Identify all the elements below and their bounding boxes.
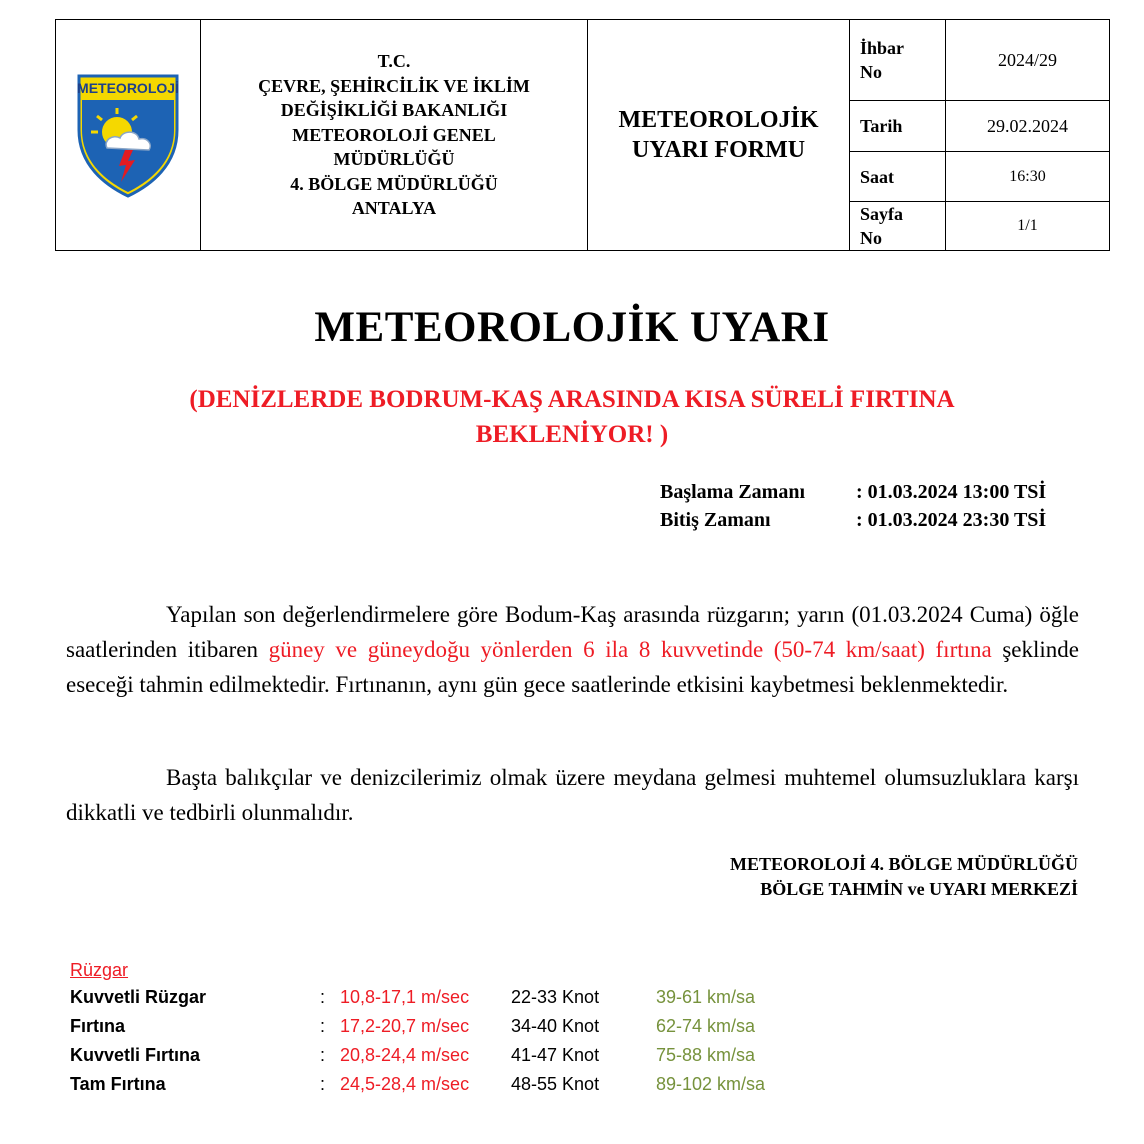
advice-paragraph: Başta balıkçılar ve denizcilerimiz olmak üzere meydana gelmesi muhtemel olumsuzluklara karşı dikkatli ve tedbirli olunmalıdır. <box>66 765 1079 825</box>
paragraph-text: Yapılan son değerlendirmelere göre Bodum-Kaş arasında rüzgarın; yarın (01.03.2024 Cuma) öğle saatlerinden itibaren <box>66 602 1079 662</box>
wind-row <box>70 1012 756 1041</box>
subtitle-line: BEKLENİYOR! ) <box>475 421 669 448</box>
saat-value: 16:30 <box>946 152 1110 202</box>
signature-block <box>730 852 1078 902</box>
wind-category: Fırtına <box>70 1016 126 1036</box>
wind-ms: 17,2-20,7 m/sec <box>340 1016 470 1036</box>
wind-kmh: 62-74 km/sa <box>656 1016 756 1036</box>
wind-knot: 48-55 Knot <box>511 1074 600 1094</box>
end-time-row <box>660 506 1046 534</box>
field-label-line: İhbar <box>860 38 905 58</box>
wind-colon: : <box>320 1074 326 1094</box>
wind-heading: Rüzgar <box>70 960 129 980</box>
wind-row <box>70 1070 766 1099</box>
ministry-line: ANTALYA <box>351 198 437 219</box>
sayfa-no-value: 1/1 <box>946 202 1110 251</box>
start-time-label: Başlama Zamanı <box>660 481 806 503</box>
wind-kmh: 89-102 km/sa <box>656 1074 766 1094</box>
start-time-row <box>660 478 1046 506</box>
warning-paragraph <box>66 597 1079 702</box>
end-time-value: : 01.03.2024 23:30 TSİ <box>856 509 1047 531</box>
header-table <box>55 19 1110 251</box>
wind-row <box>70 1041 756 1070</box>
ministry-line: T.C. <box>377 51 411 72</box>
ministry-line: 4. BÖLGE MÜDÜRLÜĞÜ <box>290 173 498 194</box>
wind-category: Kuvvetli Rüzgar <box>70 987 207 1007</box>
warning-subtitle <box>100 382 1044 452</box>
ministry-line: MÜDÜRLÜĞÜ <box>333 149 455 170</box>
wind-colon: : <box>320 987 326 1007</box>
wind-kmh: 39-61 km/sa <box>656 987 756 1007</box>
form-title <box>588 20 850 251</box>
field-label-line: No <box>860 228 882 248</box>
tarih-label: Tarih <box>850 101 946 152</box>
ihbar-no-label <box>850 20 946 101</box>
wind-ms: 20,8-24,4 m/sec <box>340 1045 470 1065</box>
saat-label: Saat <box>850 152 946 202</box>
signature-line: METEOROLOJİ 4. BÖLGE MÜDÜRLÜĞÜ <box>729 854 1078 874</box>
signature-line: BÖLGE TAHMİN ve UYARI MERKEZİ <box>760 879 1078 899</box>
logo-cell <box>56 20 201 251</box>
wind-category: Tam Fırtına <box>70 1074 166 1094</box>
start-time-value: : 01.03.2024 13:00 TSİ <box>856 481 1047 503</box>
tarih-value: 29.02.2024 <box>946 101 1110 152</box>
ministry-line: METEOROLOJİ GENEL <box>292 124 496 145</box>
paragraph-text: şeklinde eseceği tahmin edilmektedir. Fırtınanın, aynı gün gece saatlerinde etkisini kaybetmesi beklenmektedir. <box>66 637 1079 697</box>
field-label-line: No <box>860 62 882 82</box>
ministry-line: ÇEVRE, ŞEHİRCİLİK VE İKLİM <box>258 75 530 96</box>
field-label-line: Sayfa <box>860 204 904 224</box>
form-title-line: UYARI FORMU <box>631 137 806 163</box>
wind-colon: : <box>320 1016 326 1036</box>
wind-knot: 41-47 Knot <box>511 1045 600 1065</box>
form-title-line: METEOROLOJİK <box>618 107 819 133</box>
subtitle-line: (DENİZLERDE BODRUM-KAŞ ARASINDA KISA SÜRELİ FIRTINA <box>189 386 955 413</box>
wind-ms: 10,8-17,1 m/sec <box>340 987 470 1007</box>
wind-ms: 24,5-28,4 m/sec <box>340 1074 470 1094</box>
wind-knot: 22-33 Knot <box>511 987 600 1007</box>
end-time-label: Bitiş Zamanı <box>660 509 771 531</box>
ihbar-no-value: 2024/29 <box>946 20 1110 101</box>
wind-row <box>70 983 756 1012</box>
page-title: METEOROLOJİK UYARI <box>314 304 830 351</box>
sayfa-no-label <box>850 202 946 251</box>
wind-colon: : <box>320 1045 326 1065</box>
wind-kmh: 75-88 km/sa <box>656 1045 756 1065</box>
wind-knot: 34-40 Knot <box>511 1016 600 1036</box>
svg-text:METEOROLOJİ: METEOROLOJİ <box>77 80 179 96</box>
ministry-line: DEĞİŞİKLİĞİ BAKANLIĞI <box>280 100 508 121</box>
validity-times <box>660 478 1046 534</box>
wind-category: Kuvvetli Fırtına <box>70 1045 201 1065</box>
ministry-block <box>201 20 588 251</box>
paragraph-highlight: güney ve güneydoğu yönlerden 6 ila 8 kuvvetinde (50-74 km/saat) fırtına <box>268 637 992 662</box>
meteoroloji-logo <box>73 70 183 200</box>
wind-scale-table <box>70 957 766 1099</box>
